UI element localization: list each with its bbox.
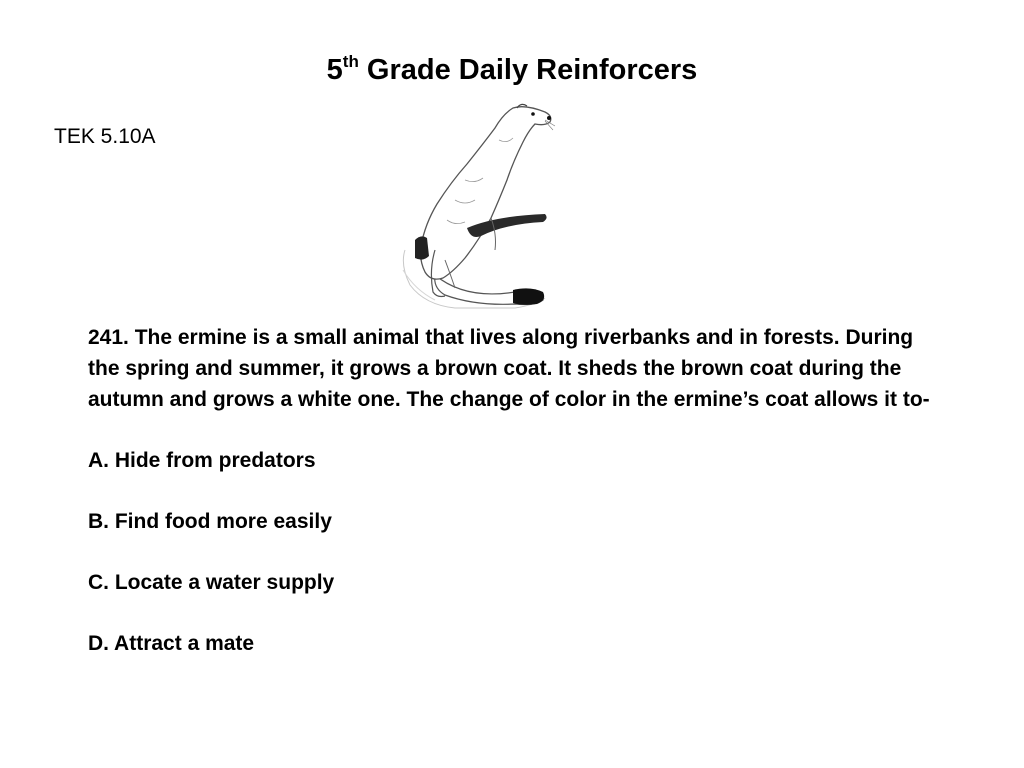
answer-option-b: B. Find food more easily bbox=[88, 510, 332, 533]
ermine-icon bbox=[395, 100, 565, 310]
slide-title bbox=[0, 50, 1024, 90]
answer-option-a: A. Hide from predators bbox=[88, 449, 316, 472]
ermine-illustration bbox=[395, 100, 565, 310]
title-grade-number: 5 bbox=[326, 54, 343, 86]
title-text: Grade Daily Reinforcers bbox=[358, 54, 698, 86]
title-superscript: th bbox=[342, 52, 359, 71]
tek-label: TEK 5.10A bbox=[54, 125, 156, 148]
answer-option-c: C. Locate a water supply bbox=[88, 571, 335, 594]
answer-option-d: D. Attract a mate bbox=[88, 632, 255, 655]
question-block bbox=[88, 322, 948, 689]
question-text: 241. The ermine is a small animal that lives along riverbanks and in forests. During the spring and summer, it grows a brown coat. It sheds the brown coat during the autumn and grows a white one. The change of color in the ermine’s coat allows it to- bbox=[88, 326, 930, 411]
